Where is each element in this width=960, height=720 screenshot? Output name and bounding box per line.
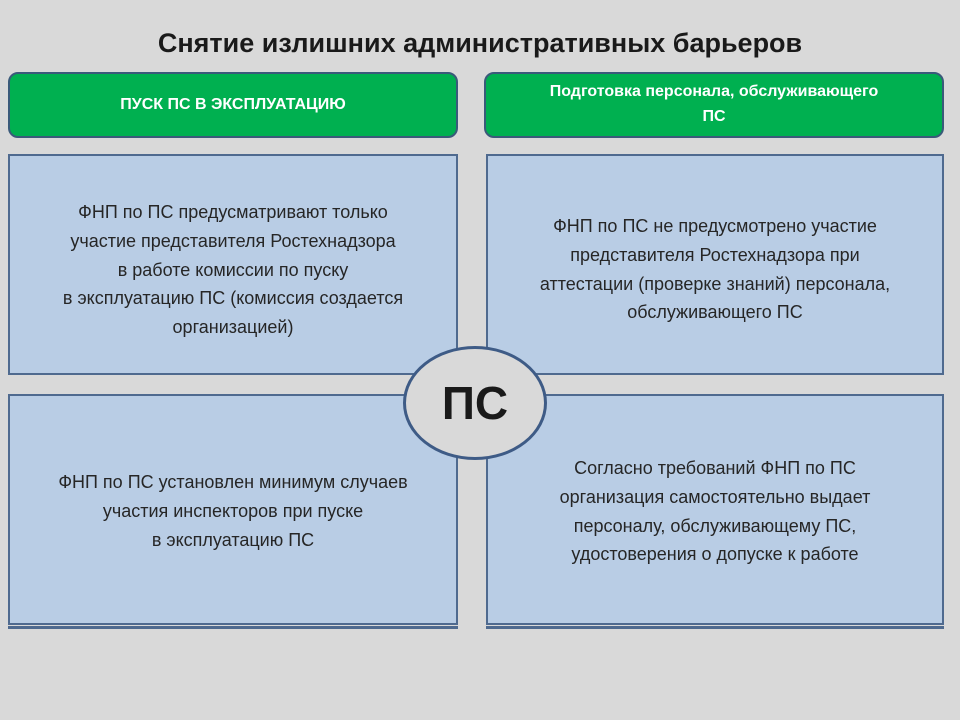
box-top-left-line: в работе комиссии по пуску — [117, 259, 349, 280]
box-top-right-line: ФНП по ПС не предусмотрено участие — [553, 216, 877, 236]
box-bottom-right-line: персоналу, обслуживающему ПС, — [573, 515, 857, 536]
box-bottom-right-line: организация самостоятельно выдает — [559, 486, 871, 507]
box-top-left-line: организацией) — [172, 317, 294, 338]
box-bottom-left-line: участия инспекторов при пуске — [102, 500, 364, 521]
header-personnel-line1: Подготовка персонала, обслуживающего — [549, 83, 879, 101]
header-personnel — [484, 72, 944, 138]
box-top-right-line: представителя Ростехнадзора при — [570, 244, 860, 265]
box-top-left-line: в эксплуатацию ПС (комиссия создается — [62, 288, 404, 309]
box-top-right-line: аттестации (проверке знаний) персонала, — [539, 273, 891, 294]
box-top-right-line: обслуживающего ПС — [627, 302, 803, 323]
header-launch — [8, 72, 458, 138]
box-bottom-right — [486, 394, 944, 625]
box-top-right — [486, 154, 944, 375]
box-bottom-left-line: ФНП по ПС установлен минимум случаев — [58, 472, 408, 492]
box-bottom-left-line: в эксплуатацию ПС — [151, 529, 315, 550]
header-launch-label: ПУСК ПС В ЭКСПЛУАТАЦИЮ — [120, 95, 346, 113]
box-bottom-right-underline — [486, 626, 944, 629]
center-label: ПС — [441, 377, 509, 429]
box-bottom-right-line: удостоверения о допуске к работе — [571, 544, 859, 565]
box-top-left — [8, 154, 458, 375]
box-bottom-left — [8, 394, 458, 625]
center-circle — [403, 346, 547, 460]
box-bottom-right-line: Согласно требований ФНП по ПС — [574, 458, 856, 478]
box-bottom-left-underline — [8, 626, 458, 629]
header-personnel-line2: ПС — [702, 108, 726, 125]
page-title: Снятие излишних административных барьеров — [157, 28, 803, 58]
box-top-left-line: ФНП по ПС предусматривают только — [78, 202, 388, 222]
box-top-left-line: участие представителя Ростехнадзора — [70, 230, 396, 251]
